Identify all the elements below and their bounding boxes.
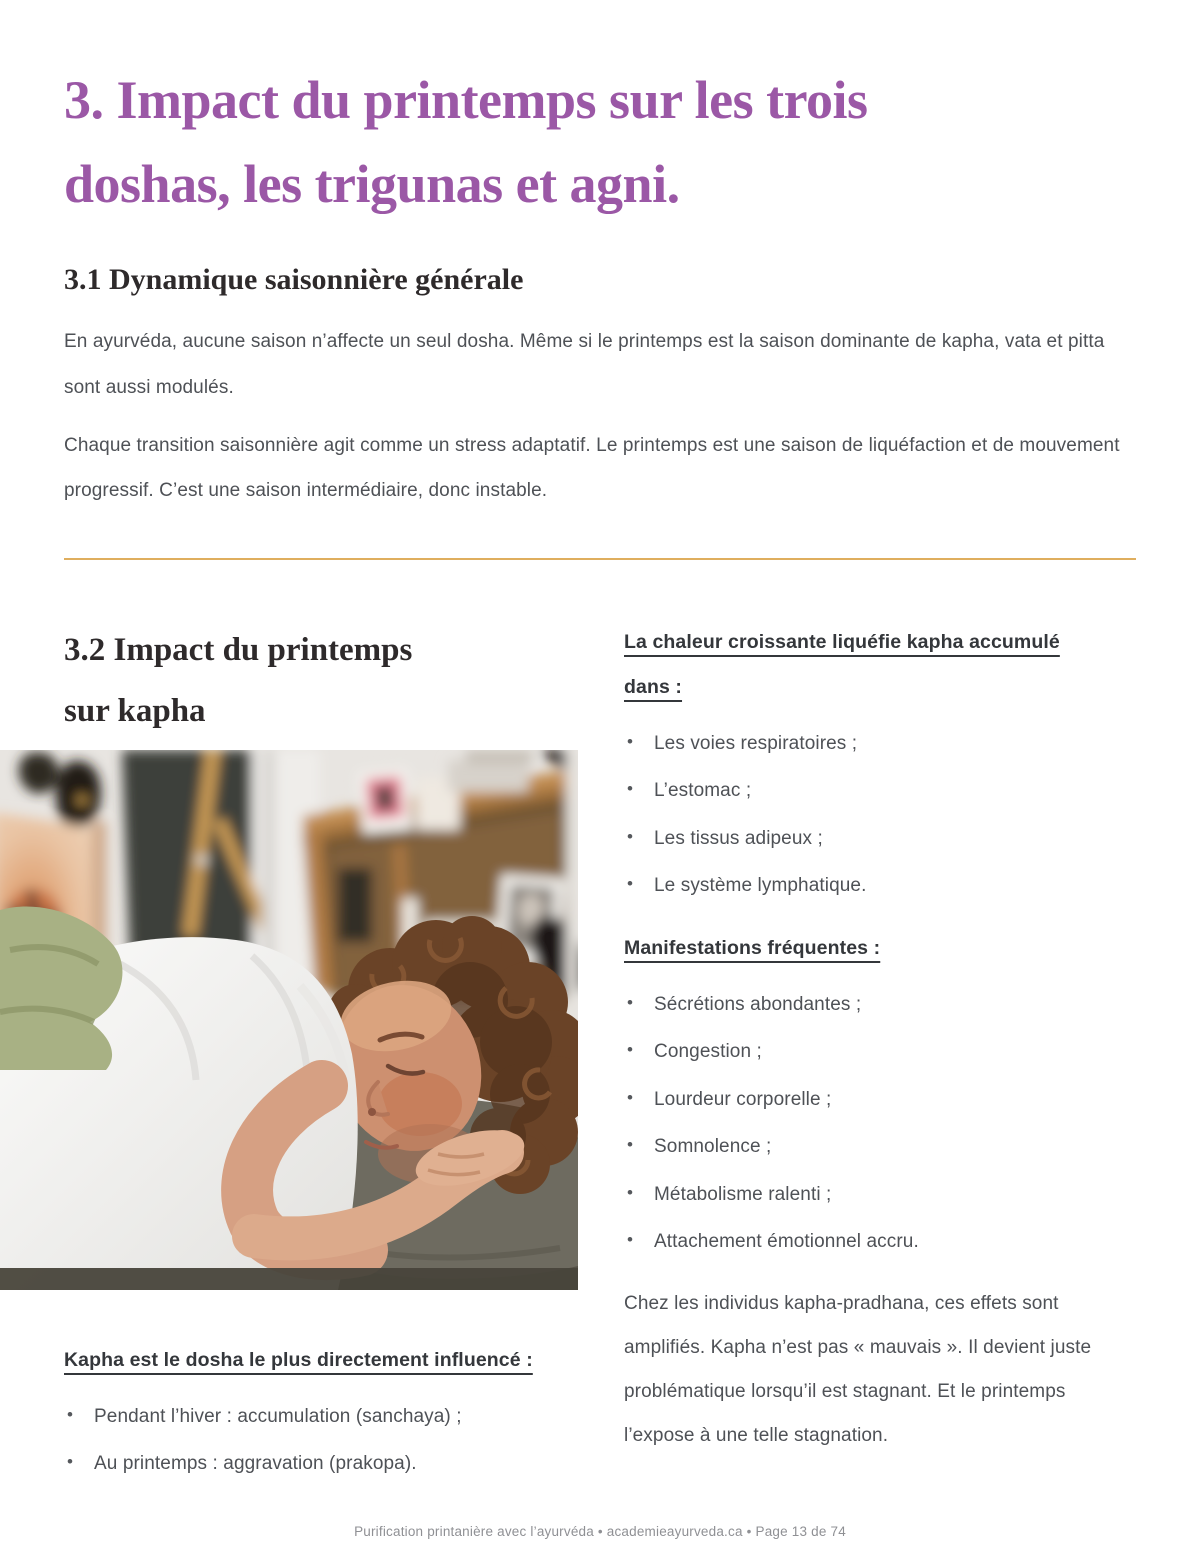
- section-3-1-heading: 3.1 Dynamique saisonnière générale: [64, 263, 524, 297]
- list-item: [624, 1133, 1137, 1161]
- closing-paragraph: Chez les individus kapha-pradhana, ces effets sont amplifiés. Kapha n’est pas « mauvais ». Il devient juste problématique lorsqu’il est stagnant. Et le printemps l’expose à une telle stagnation.: [624, 1292, 1092, 1447]
- list-item-text: Sécrétions abondantes ;: [654, 993, 862, 1015]
- bullet-icon: •: [627, 826, 634, 846]
- bullet-icon: •: [627, 1230, 634, 1250]
- section-3-2-heading-line-2: sur kapha: [64, 692, 206, 729]
- list-item: [624, 1228, 1137, 1256]
- list-item-text: Les tissus adipeux ;: [654, 827, 823, 849]
- list-item-text: Les voies respiratoires ;: [654, 732, 858, 754]
- list-item-text: Congestion ;: [654, 1041, 762, 1063]
- bullet-icon: •: [627, 874, 634, 894]
- list-item: [624, 825, 1137, 853]
- list-item: [624, 1086, 1137, 1114]
- section-3-1-paragraph-2: Chaque transition saisonnière agit comme un stress adaptatif. Le printemps est une saison de liquéfaction et de mouvement progressif. C’est une saison intermédiaire, donc instable.: [64, 434, 1120, 502]
- manifestations-subheading-text: Manifestations fréquentes :: [624, 936, 881, 959]
- bullet-icon: •: [627, 1135, 634, 1155]
- bullet-icon: •: [627, 1087, 634, 1107]
- list-item: [624, 1181, 1137, 1209]
- list-item-text: Lourdeur corporelle ;: [654, 1088, 832, 1110]
- bullet-icon: •: [67, 1404, 74, 1424]
- section-3-2-heading-line-1: 3.2 Impact du printemps: [64, 631, 413, 668]
- list-item: [624, 872, 1137, 900]
- list-item-text: Pendant l’hiver : accumulation (sanchaya) ;: [94, 1405, 462, 1427]
- list-item-text: L’estomac ;: [654, 780, 752, 802]
- left-column: [64, 620, 578, 1478]
- chaleur-subheading-line-2: dans :: [624, 675, 683, 698]
- page-title: [64, 0, 1136, 226]
- page-title-line-2: doshas, les trigunas et agni.: [64, 154, 680, 215]
- list-item-text: Métabolisme ralenti ;: [654, 1183, 832, 1205]
- list-item-text: Au printemps : aggravation (prakopa).: [94, 1453, 417, 1475]
- manifestations-subheading: [624, 926, 1137, 971]
- chaleur-bullet-list: [624, 730, 1137, 900]
- chaleur-subheading: [624, 620, 1137, 710]
- section-divider: [64, 558, 1136, 560]
- list-item: [64, 1403, 578, 1431]
- list-item-text: Somnolence ;: [654, 1136, 772, 1158]
- photo-frame: [0, 750, 578, 1290]
- list-item: [624, 1038, 1137, 1066]
- two-column-section: [64, 620, 1136, 1478]
- kapha-subheading-text: Kapha est le dosha le plus directement influencé :: [64, 1348, 533, 1371]
- bullet-icon: •: [67, 1452, 74, 1472]
- kapha-subheading: [64, 1338, 578, 1383]
- section-3-2-heading: [64, 620, 578, 742]
- list-item-text: Attachement émotionnel accru.: [654, 1231, 919, 1253]
- list-item: [624, 991, 1137, 1019]
- right-column: [624, 620, 1137, 1478]
- list-item-text: Le système lymphatique.: [654, 875, 867, 897]
- sleeping-man-photo: [0, 750, 578, 1290]
- page-footer: Purification printanière avec l’ayurvéda • academieayurveda.ca • Page 13 de 74: [354, 1524, 846, 1539]
- list-item: [624, 777, 1137, 805]
- bullet-icon: •: [627, 1040, 634, 1060]
- bullet-icon: •: [627, 731, 634, 751]
- section-3-1-paragraph-1: En ayurvéda, aucune saison n’affecte un seul dosha. Même si le printemps est la saison dominante de kapha, vata et pitta sont aussi modulés.: [64, 331, 1105, 399]
- list-item: [64, 1450, 578, 1478]
- bullet-icon: •: [627, 1182, 634, 1202]
- bullet-icon: •: [627, 779, 634, 799]
- bullet-icon: •: [627, 992, 634, 1012]
- manifestations-bullet-list: [624, 991, 1137, 1256]
- list-item: [624, 730, 1137, 758]
- kapha-bullet-list: [64, 1403, 578, 1478]
- chaleur-subheading-line-1: La chaleur croissante liquéfie kapha accumulé: [624, 630, 1060, 653]
- page-title-line-1: 3. Impact du printemps sur les trois: [64, 70, 868, 130]
